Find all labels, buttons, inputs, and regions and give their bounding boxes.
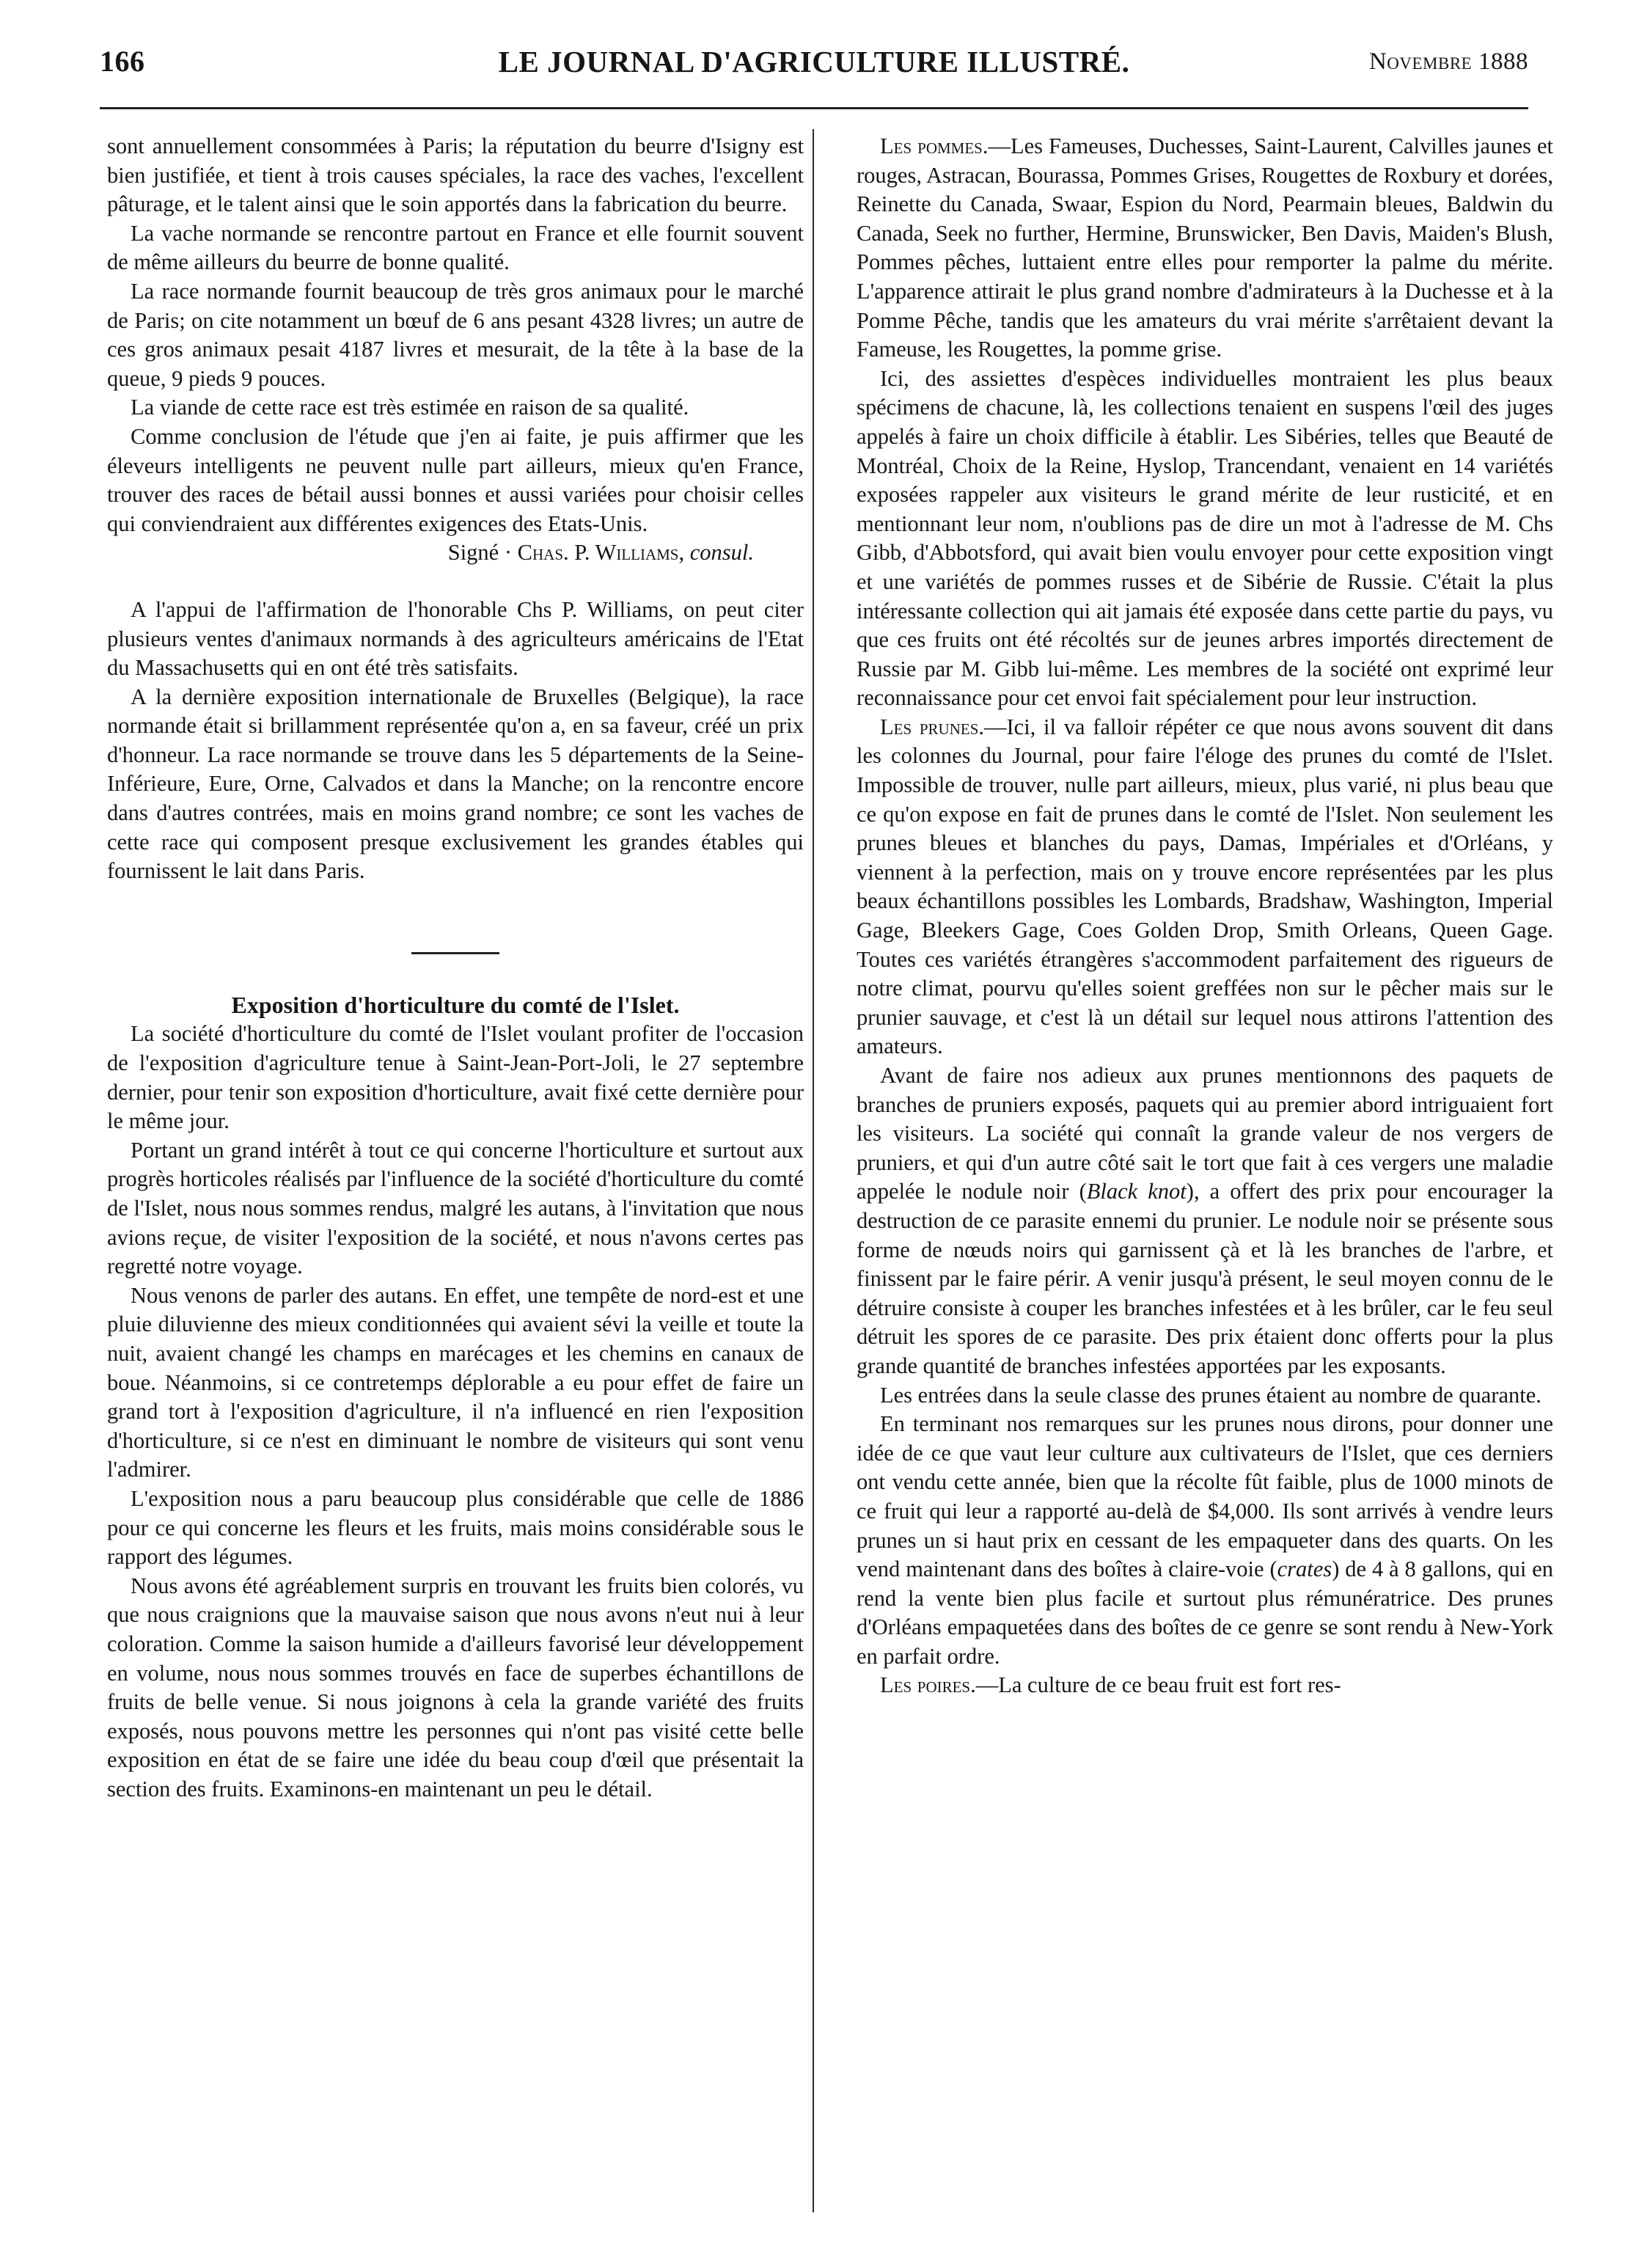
paragraph: sont annuellement consommées à Paris; la réputation du beurre d'Isigny est bien justifiée, et tient à trois causes spéciales, la race des vaches, l'excellent pâturage, et le talent ainsi que le soin apportés dans la fabrication du beurre. [107, 133, 804, 217]
paragraph: Portant un grand intérêt à tout ce qui concerne l'horticulture et surtout aux progrès horticoles réalisés par l'influence de la société d'horticulture du comté de l'Islet, nous nous sommes rendus, malgré les autans, à l'invitation que nous avions reçue, de visiter l'exposition de la société, et nous n'avons certes pas regretté notre voyage. [107, 1137, 804, 1279]
paragraph-text: Avant de faire nos adieux aux prunes mentionnons des paquets de branches de pruniers exposés, paquets qui au premier abord intriguaient fort les visiteurs. La société qui connaît la grande valeur de nos vergers de pruniers, et qui d'un autre côté sait le tort que fait à ces vergers une maladie appelée le nodule noir ( [857, 1063, 1553, 1204]
page-number: 166 [100, 45, 145, 78]
signature-title: consul. [689, 540, 754, 566]
paragraph [857, 1410, 1553, 1671]
header-rule [100, 107, 1528, 109]
paragraph: Les entrées dans la seule classe des prunes étaient au nombre de quarante. [880, 1382, 1541, 1408]
paragraph: Comme conclusion de l'étude que j'en ai faite, je puis affirmer que les éleveurs intelligents ne peuvent nulle part ailleurs, mieux qu'en France, trouver des races de bétail aussi bonnes et aussi variées pour choisir celles qui conviendraient aux différentes exigences des Etats-Unis. [107, 423, 804, 536]
paragraph [857, 1061, 1553, 1381]
paragraph-plums [857, 713, 1553, 1061]
issue-date: Novembre 1888 [1368, 48, 1528, 75]
paragraph: Ici, des assiettes d'espèces individuelles montraient les plus beaux spécimens de chacune, là, les collections tenaient en suspens l'œil des juges appelés à faire un choix difficile à établir. Les Sibéries, telles que Beauté de Montréal, Choix de la Reine, Hyslop, Trancendant, venaient en 14 variétés exposées rappeler aux visiteurs le grand mérite de leur rusticité, et en mentionnant leur nom, n'oublions pas de dire un mot à l'adresse de M. Chs Gibb, d'Abbotsford, qui avait bien voulu envoyer pour cette exposition vingt et une variétés de pommes russes et de Sibérie de Russie. C'était la plus intéressante collection qui ait jamais été exposée dans cette partie du pays, vu que ces fruits ont été récoltés sur de jeunes arbres importés directement de Russie par M. Gibb lui-même. Les membres de la société ont exprimé leur reconnaissance pour cet envoi fait spécialement pour leur instruction. [857, 365, 1553, 711]
paragraph-apples [857, 132, 1553, 365]
section-heading: Exposition d'horticulture du comté de l'Islet. [231, 991, 680, 1018]
paragraph: A l'appui de l'affirmation de l'honorable Chs P. Williams, on peut citer plusieurs ventes d'animaux normands à des agriculteurs américains de l'Etat du Massachusetts qui en ont été très satisfaits. [107, 596, 804, 681]
paragraph: La société d'horticulture du comté de l'Islet voulant profiter de l'occasion de l'exposition d'agriculture tenue à Saint-Jean-Port-Joli, le 27 septembre dernier, pour tenir son exposition d'horticulture, avait fixé cette dernière pour le même jour. [107, 1021, 804, 1134]
column-divider [813, 129, 814, 2212]
paragraph-text: ), a offert des prix pour encourager la destruction de ce parasite ennemi du prunier. Le nodule noir se présente sous forme de nœuds noirs qui garnissent çà et là les branches de l'arbre, et finissent par le faire périr. A venir jusqu'à présent, le seul moyen connu de le détruire consiste à couper les branches infestées et à les brûler, car le feu seul détruit les spores de ce parasite. Des prix étaient donc offerts pour la plus grande quantité de branches infestées apportées par les exposants. [857, 1179, 1553, 1378]
paragraph-text: —La culture de ce beau fruit est fort res- [975, 1672, 1341, 1698]
lead-word: Les prunes. [880, 714, 985, 739]
paragraph: Nous venons de parler des autans. En effet, une tempête de nord-est et une pluie diluvienne des mieux conditionnées qui avaient sévi la veille et toute la nuit, avaient changé les champs en marécages et les chemins en canaux de boue. Néanmoins, si ce contretemps déplorable a eu pour effet de faire un grand tort à l'exposition d'agriculture, il n'a influencé en rien l'exposition d'horticulture, si ce n'est en diminuant le nombre de visiteurs qui sont venu l'admirer. [107, 1282, 804, 1482]
journal-title: LE JOURNAL D'AGRICULTURE ILLUSTRÉ. [498, 45, 1130, 78]
paragraph-text: En terminant nos remarques sur les prunes nous dirons, pour donner une idée de ce que vaut leur culture aux cultivateurs de l'Islet, que ces derniers ont vendu cette année, bien que la récolte fût faible, plus de 1000 minots de ce fruit qui leur a rapporté au-delà de $4,000. Ils sont arrivés à vendre leurs prunes un si haut prix en cessant de les empaqueter dans des quarts. On les vend maintenant dans des boîtes à claire-voie ( [857, 1411, 1553, 1582]
lead-word: Les poires. [880, 1672, 976, 1698]
left-column [107, 132, 804, 1804]
spacer [107, 568, 804, 596]
paragraph-pears [857, 1671, 1553, 1700]
paragraph-text: —Les Fameuses, Duchesses, Saint-Laurent, Calvilles jaunes et rouges, Astracan, Bourassa, Pommes Grises, Rougettes de Roxbury et dorées, Reinette du Canada, Swaar, Espion du Nord, Pearmain bleues, Baldwin du Canada, Seek no further, Hermine, Brunswicker, Ben Davis, Maiden's Blush, Pommes pêches, luttaient entre elles pour remporter la palme du mérite. L'apparence attirait le plus grand nombre d'admirateurs à la Duchesse et à la Pomme Pêche, tandis que les amateurs du vrai mérite s'arrêtaient devant la Fameuse, les Rougettes, la pomme grise. [857, 133, 1553, 362]
paragraph: L'exposition nous a paru beaucoup plus considérable que celle de 1886 pour ce qui concerne les fleurs et les fruits, mais moins considérable sous le rapport des légumes. [107, 1485, 804, 1570]
signature-name: Chas. P. Williams, [517, 540, 685, 566]
right-column [857, 132, 1553, 1700]
section-rule [411, 952, 499, 954]
paragraph-text: —Ici, il va falloir répéter ce que nous avons souvent dit dans les colonnes du Journal, pour faire l'éloge des prunes du comté de l'Islet. Impossible de trouver, nulle part ailleurs, mieux, plus varié, ni plus beau que ce qu'on expose en fait de prunes dans le comté de l'Islet. Non seulement les prunes bleues et blanches du pays, Damas, Impériales et d'Orléans, y viennent à la perfection, mais on y trouve encore représentées par les plus beaux échantillons possibles les Lombards, Bradshaw, Washington, Imperial Gage, Bleekers Gage, Coes Golden Drop, Smith Orleans, Queen Gage. Toutes ces variétés étrangères s'accommodent parfaitement des rigueurs de notre climat, pourvu qu'elles soient greffées non sur le pêcher mais sur le prunier sauvage, et c'est là un détail sur lequel nous attirons l'attention des amateurs. [857, 714, 1553, 1059]
paragraph-text: ) de 4 à 8 gallons, qui en rend la vente bien plus facile et surtout plus rémunératrice. Des prunes d'Orléans empaquetées dans des boîtes de ce genre se sont rendu à New-York en parfait ordre. [857, 1556, 1553, 1669]
signature-prefix: Signé · [447, 540, 513, 566]
italic-term: crates [1277, 1556, 1332, 1582]
signature [107, 538, 804, 568]
paragraph: La viande de cette race est très estimée en raison de sa qualité. [131, 395, 689, 420]
page-header [100, 44, 1528, 88]
paragraph: La vache normande se rencontre partout en France et elle fournit souvent de même ailleurs du beurre de bonne qualité. [107, 220, 804, 275]
paragraph: A la dernière exposition internationale de Bruxelles (Belgique), la race normande était si brillamment représentée qu'on a, en sa faveur, créé un prix d'honneur. La race normande se trouve dans les 5 départements de la Seine-Inférieure, Eure, Orne, Calvados et dans la Manche; on la rencontre encore dans d'autres contrées, mais en moins grand nombre; ce sont les vaches de cette race qui composent presque exclusivement les grandes étables qui fournissent le lait dans Paris. [107, 684, 804, 884]
paragraph: Nous avons été agréablement surpris en trouvant les fruits bien colorés, vu que nous craignions que la mauvaise saison que nous avons n'eut nui à leur coloration. Comme la saison humide a d'ailleurs favorisé leur développement en volume, nous nous sommes trouvés en face de superbes échantillons de fruits de belle venue. Si nous joignons à cela la grande variété des fruits exposés, nous pouvons mettre les personnes qui n'ont pas visité cette belle exposition en état de se faire une idée du beau coup d'œil que présentait la section des fruits. Examinons-en maintenant un peu le détail. [107, 1573, 804, 1801]
lead-word: Les pommes. [880, 133, 989, 158]
italic-term: Black knot [1086, 1179, 1187, 1204]
paragraph: La race normande fournit beaucoup de très gros animaux pour le marché de Paris; on cite notamment un bœuf de 6 ans pesant 4328 livres; un autre de ces gros animaux pesait 4187 livres et mesurait, de la tête à la base de la queue, 9 pieds 9 pouces. [107, 278, 804, 391]
